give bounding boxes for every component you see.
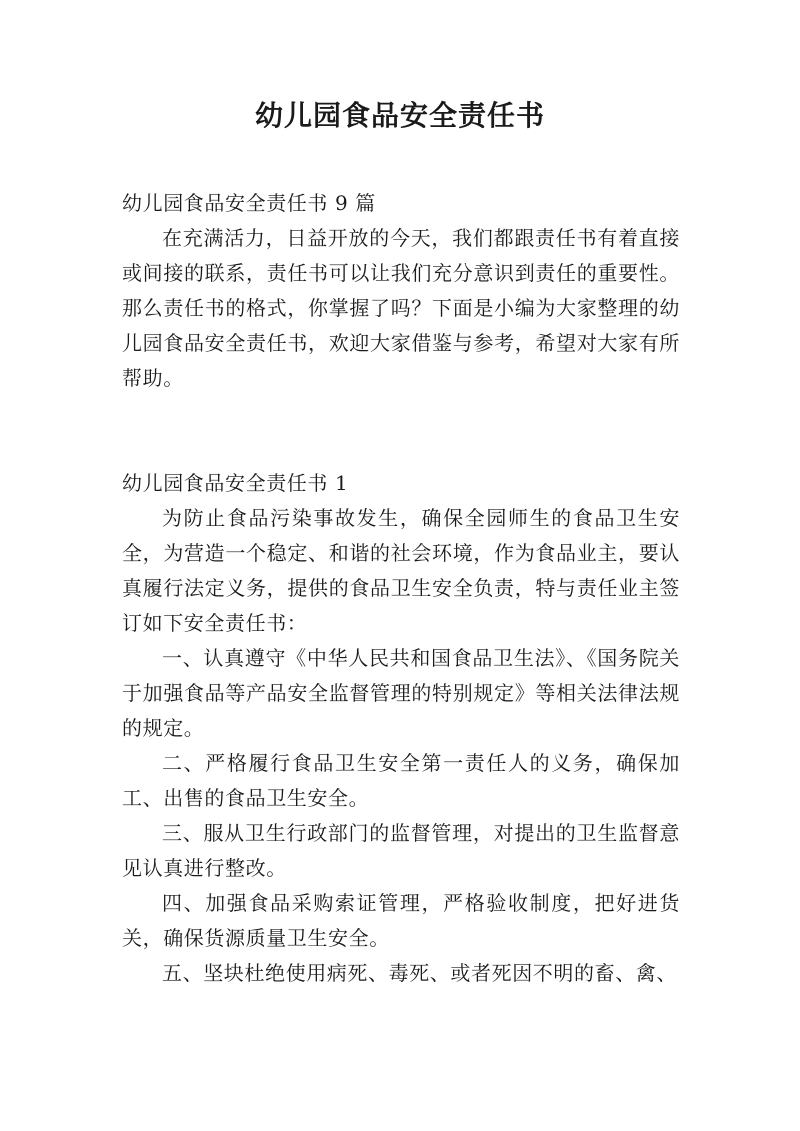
- clause-paragraph: 一、认真遵守《中华人民共和国食品卫生法》、《国务院关于加强食品等产品安全监督管理的特别规定》等相关法律法规的规定。: [122, 646, 680, 740]
- clause-paragraph: 五、坚块杜绝使用病死、毒死、或者死因不明的畜、禽、: [162, 961, 677, 985]
- clause-paragraph: 三、服从卫生行政部门的监督管理，对提出的卫生监督意见认真进行整改。: [122, 821, 680, 880]
- section-paragraph: 为防止食品污染事故发生，确保全园师生的食品卫生安全，为营造一个稳定、和谐的社会环境，作为食品业主，要认真履行法定义务，提供的食品卫生安全负责，特与责任业主签订如下安全责任书：: [122, 506, 680, 635]
- document-title: 幼儿园食品安全责任书: [254, 99, 545, 132]
- section-heading: 幼儿园食品安全责任书 1: [122, 471, 349, 495]
- document-subtitle: 幼儿园食品安全责任书 9 篇: [122, 191, 376, 215]
- clause-paragraph: 二、严格履行食品卫生安全第一责任人的义务，确保加工、出售的食品卫生安全。: [122, 751, 680, 810]
- section-spacer: [122, 396, 680, 466]
- intro-paragraph: 在充满活力，日益开放的今天，我们都跟责任书有着直接或间接的联系，责任书可以让我们充分意识到责任的重要性。那么责任书的格式，你掌握了吗？下面是小编为大家整理的幼儿园食品安全责任书，欢迎大家借鉴与参考，希望对大家有所帮助。: [122, 226, 680, 390]
- clause-paragraph: 四、加强食品采购索证管理，严格验收制度，把好进货关，确保货源质量卫生安全。: [122, 891, 680, 950]
- document-body: [122, 186, 680, 991]
